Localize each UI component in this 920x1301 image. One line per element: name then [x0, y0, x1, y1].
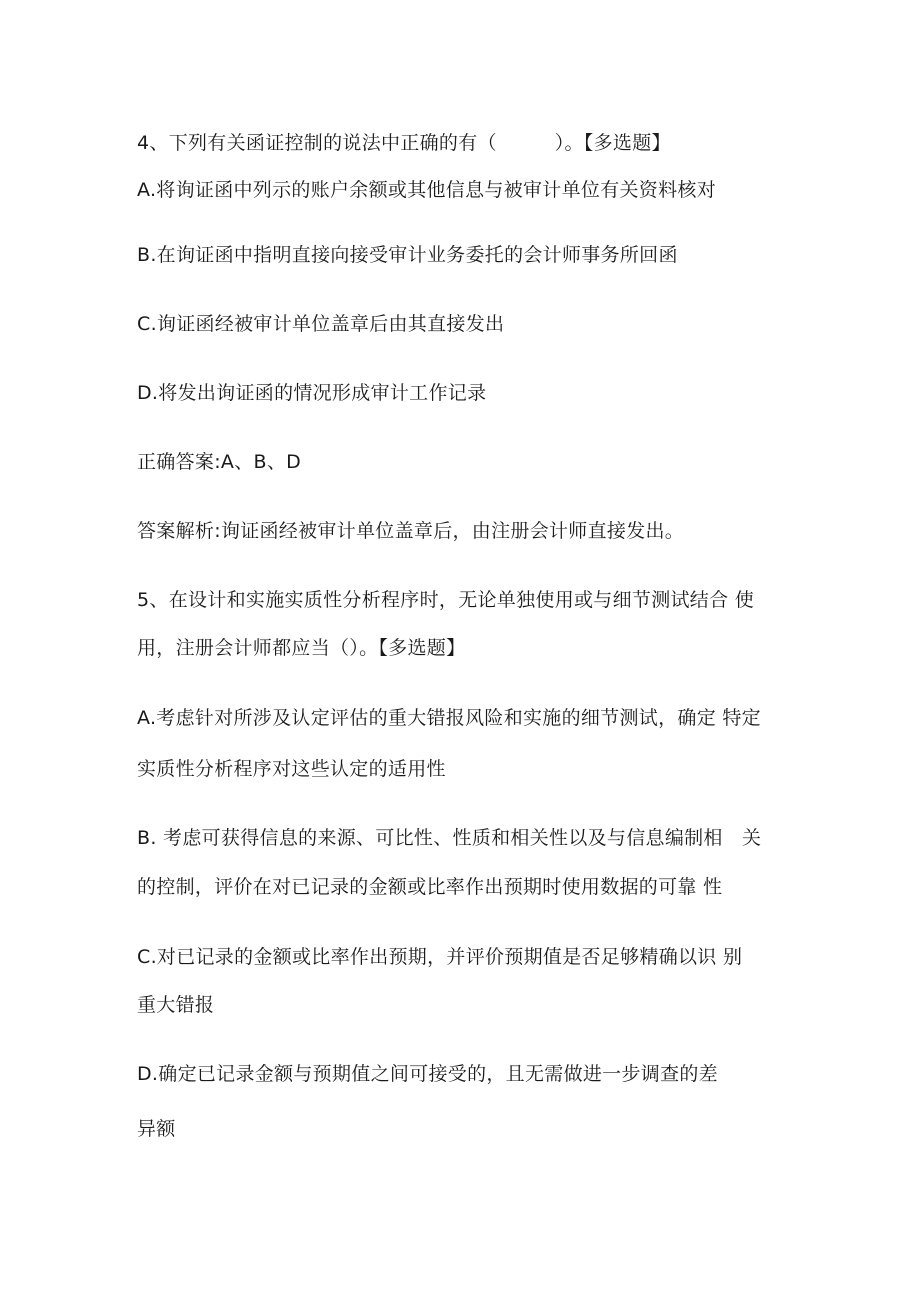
q4-option-a: A.将询证函中列示的账户余额或其他信息与被审计单位有关资料核对 [137, 179, 717, 201]
q4-analysis: 答案解析:询证函经被审计单位盖章后，由注册会计师直接发出。 [137, 520, 685, 542]
q5-option-d-line1: D.确定已记录金额与预期值之间可接受的，且无需做进一步调查的差 [137, 1063, 718, 1085]
q5-question-line1: 5、在设计和实施实质性分析程序时，无论单独使用或与细节测试结合 使 [137, 589, 755, 611]
q5-option-b-line2: 的控制，评价在对已记录的金额或比率作出预期时使用数据的可靠 性 [137, 876, 723, 898]
q4-option-b: B.在询证函中指明直接向接受审计业务委托的会计师事务所回函 [137, 244, 678, 266]
q4-option-d: D.将发出询证函的情况形成审计工作记录 [137, 382, 487, 404]
q5-question-line2: 用，注册会计师都应当（）。【多选题】 [137, 637, 466, 659]
q5-option-a-line1: A.考虑针对所涉及认定评估的重大错报风险和实施的细节测试，确定 特定 [137, 707, 761, 729]
q5-option-a-line2: 实质性分析程序对这些认定的适用性 [137, 758, 446, 780]
q5-option-b-line1: B. 考虑可获得信息的来源、可比性、性质和相关性以及与信息编制相 关 [137, 827, 762, 849]
q4-option-c: C.询证函经被审计单位盖章后由其直接发出 [137, 313, 505, 335]
q4-answer: 正确答案:A、B、D [137, 451, 302, 473]
q5-option-c-line2: 重大错报 [137, 994, 215, 1016]
q5-option-d-line2: 异额 [137, 1118, 176, 1140]
q4-question: 4、下列有关函证控制的说法中正确的有（ ）。【多选题】 [137, 132, 671, 154]
q5-option-c-line1: C.对已记录的金额或比率作出预期，并评价预期值是否足够精确以识 别 [137, 946, 743, 968]
